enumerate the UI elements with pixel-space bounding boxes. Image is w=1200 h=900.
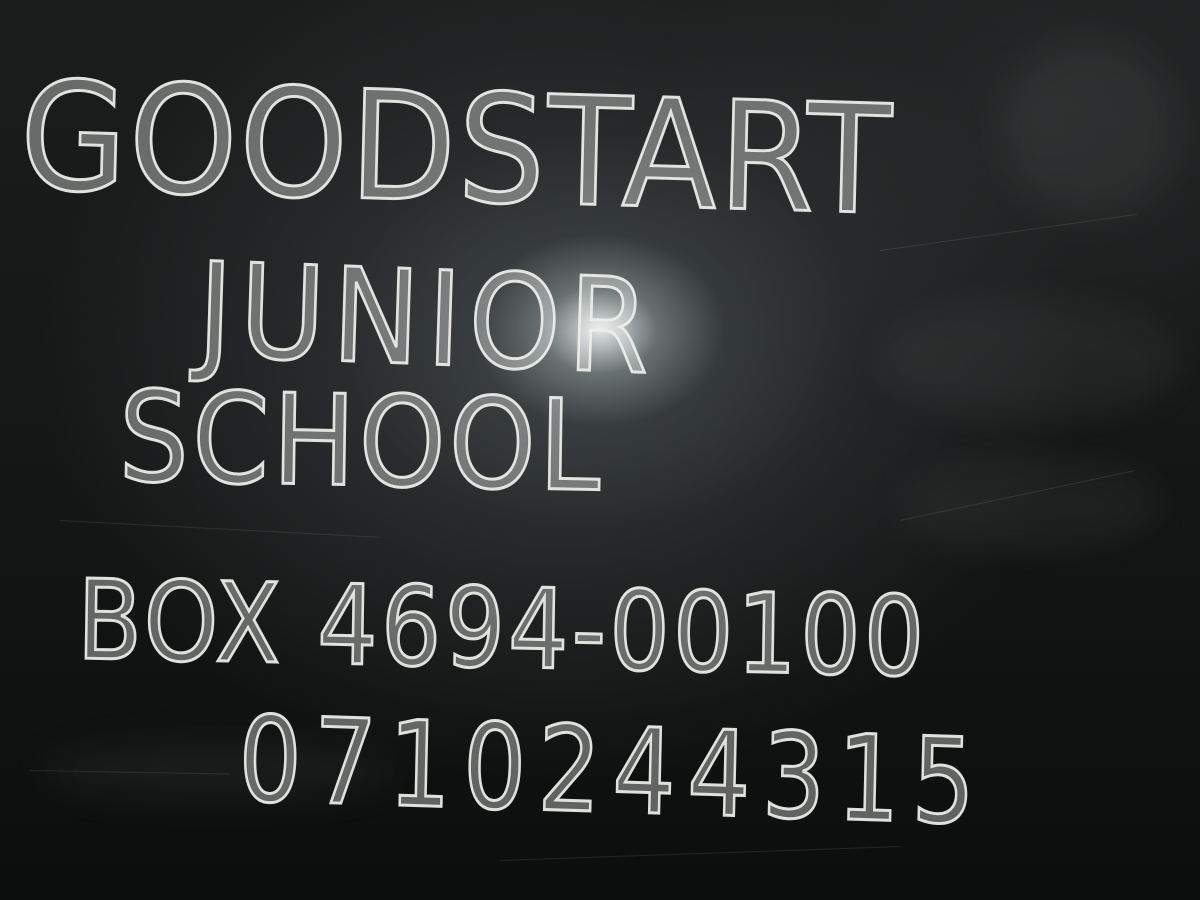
postal-address: BOX 4694-00100 [76, 556, 929, 702]
school-name-line-2: JUNIOR [195, 234, 659, 404]
school-name-line-1: GOODSTART [18, 50, 895, 249]
board-scratch [880, 214, 1138, 251]
board-scratch [500, 846, 900, 861]
chalk-smudge [1000, 40, 1180, 220]
board-scratch [60, 520, 380, 538]
school-name-line-3: SCHOOL [117, 365, 606, 520]
chalk-smudge [880, 300, 1180, 420]
phone-number: 0710244315 [237, 690, 989, 852]
